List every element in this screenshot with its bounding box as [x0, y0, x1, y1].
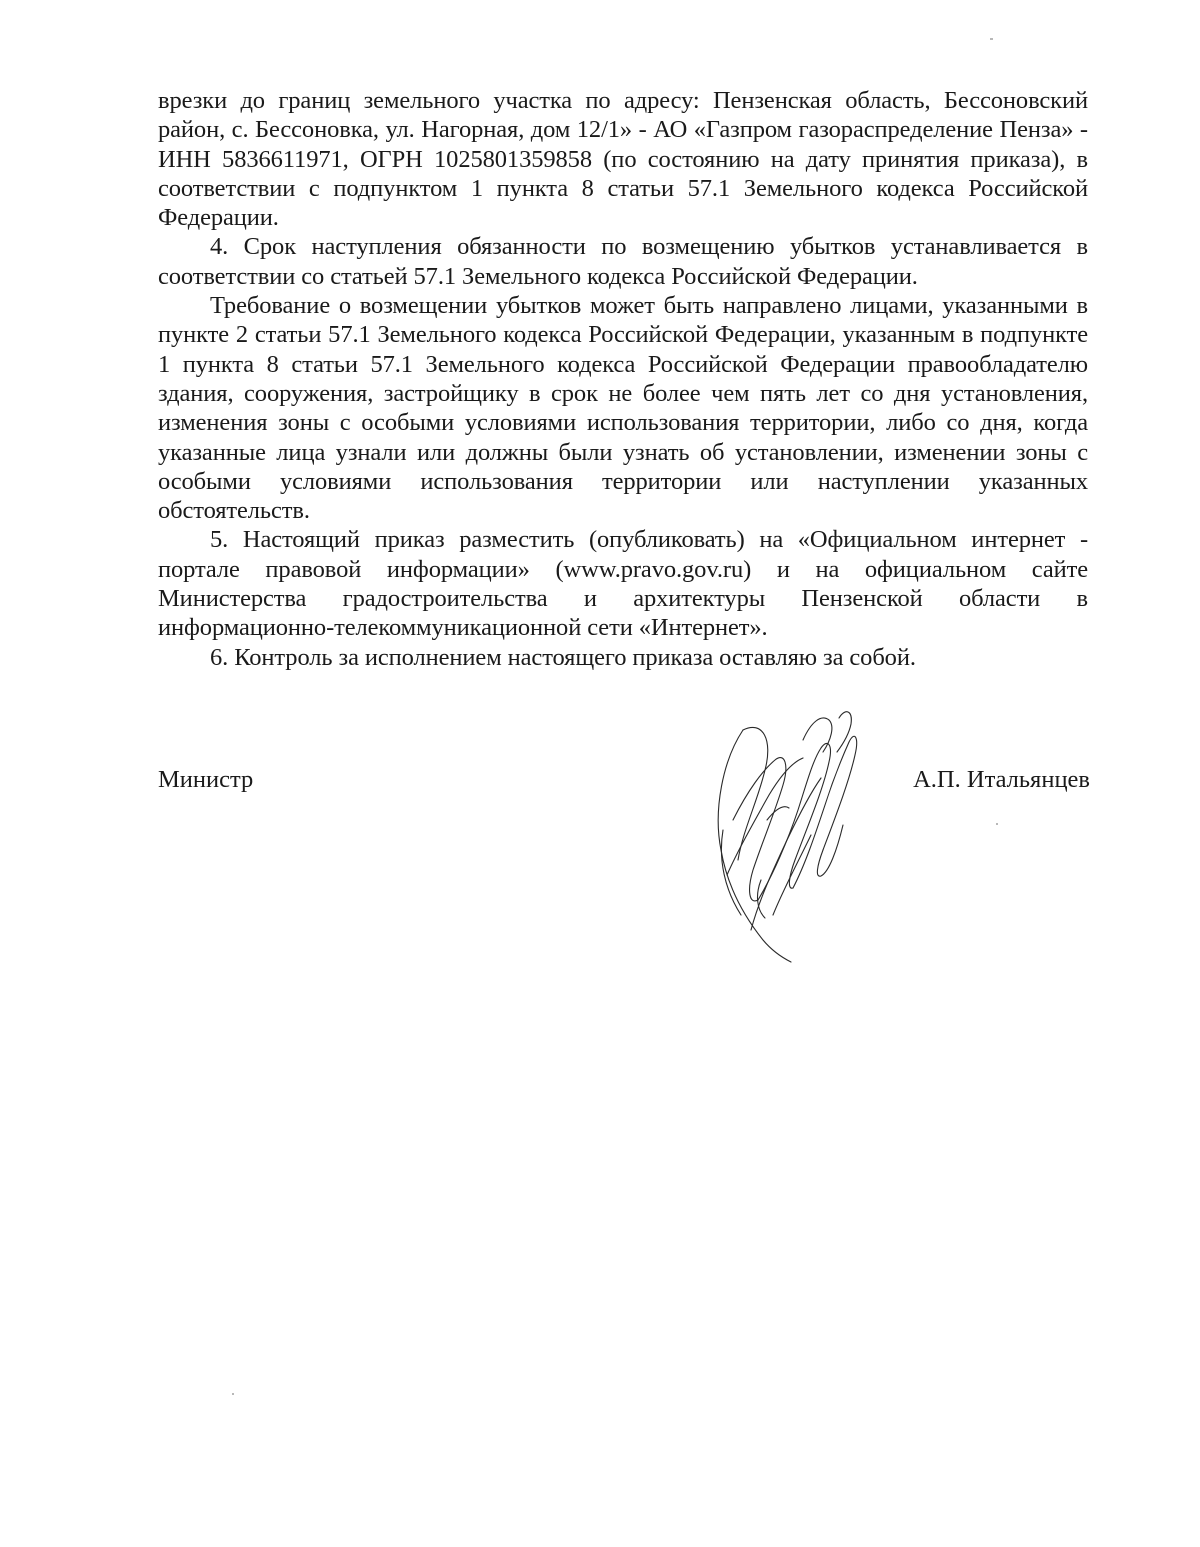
paragraph-address-continuation: врезки до границ земельного участка по адресу: Пензенская область, Бессоновский район, с. Бессоновка, ул. Нагорная, дом 12/1» - АО «Газпром газораспределение Пенза» - ИНН 5836611971, ОГРН 1025801359858 (по состоянию на дату принятия приказа), в соответствии с подпунктом 1 пункта 8 статьи 57.1 Земельного кодекса Российской Федерации. — [158, 87, 1088, 232]
paragraph-item-4: 4. Срок наступления обязанности по возмещению убытков устанавливается в соответствии со статьей 57.1 Земельного кодекса Российской Федерации. — [158, 233, 1088, 290]
paragraph-item-5: 5. Настоящий приказ разместить (опубликовать) на «Официальном интернет - портале правовой информации» (www.pravo.gov.ru) и на официальном сайте Министерства градостроительства и архитектуры Пензенской области в информационно-телекоммуникационной сети «Интернет». — [158, 526, 1088, 642]
scan-artifact — [232, 1393, 234, 1395]
signature-block — [158, 760, 1090, 980]
signatory-name: А.П. Итальянцев — [913, 766, 1090, 793]
scan-artifact — [990, 38, 993, 40]
scan-artifact — [996, 823, 998, 825]
handwritten-signature — [703, 700, 863, 970]
document-body — [158, 86, 1088, 672]
paragraph-damages-claim: Требование о возмещении убытков может быть направлено лицами, указанными в пункте 2 статьи 57.1 Земельного кодекса Российской Федерации, указанным в подпункте 1 пункта 8 статьи 57.1 Земельного кодекса Российской Федерации правообладателю здания, сооружения, застройщику в срок не более чем пять лет со дня установления, изменения зоны с особыми условиями использования территории, либо со дня, когда указанные лица узнали или должны были узнать об установлении, изменении зоны с особыми условиями использования территории или наступлении указанных обстоятельств. — [158, 292, 1088, 525]
paragraph-item-6: 6. Контроль за исполнением настоящего приказа оставляю за собой. — [210, 643, 916, 671]
signatory-title: Министр — [158, 766, 254, 793]
